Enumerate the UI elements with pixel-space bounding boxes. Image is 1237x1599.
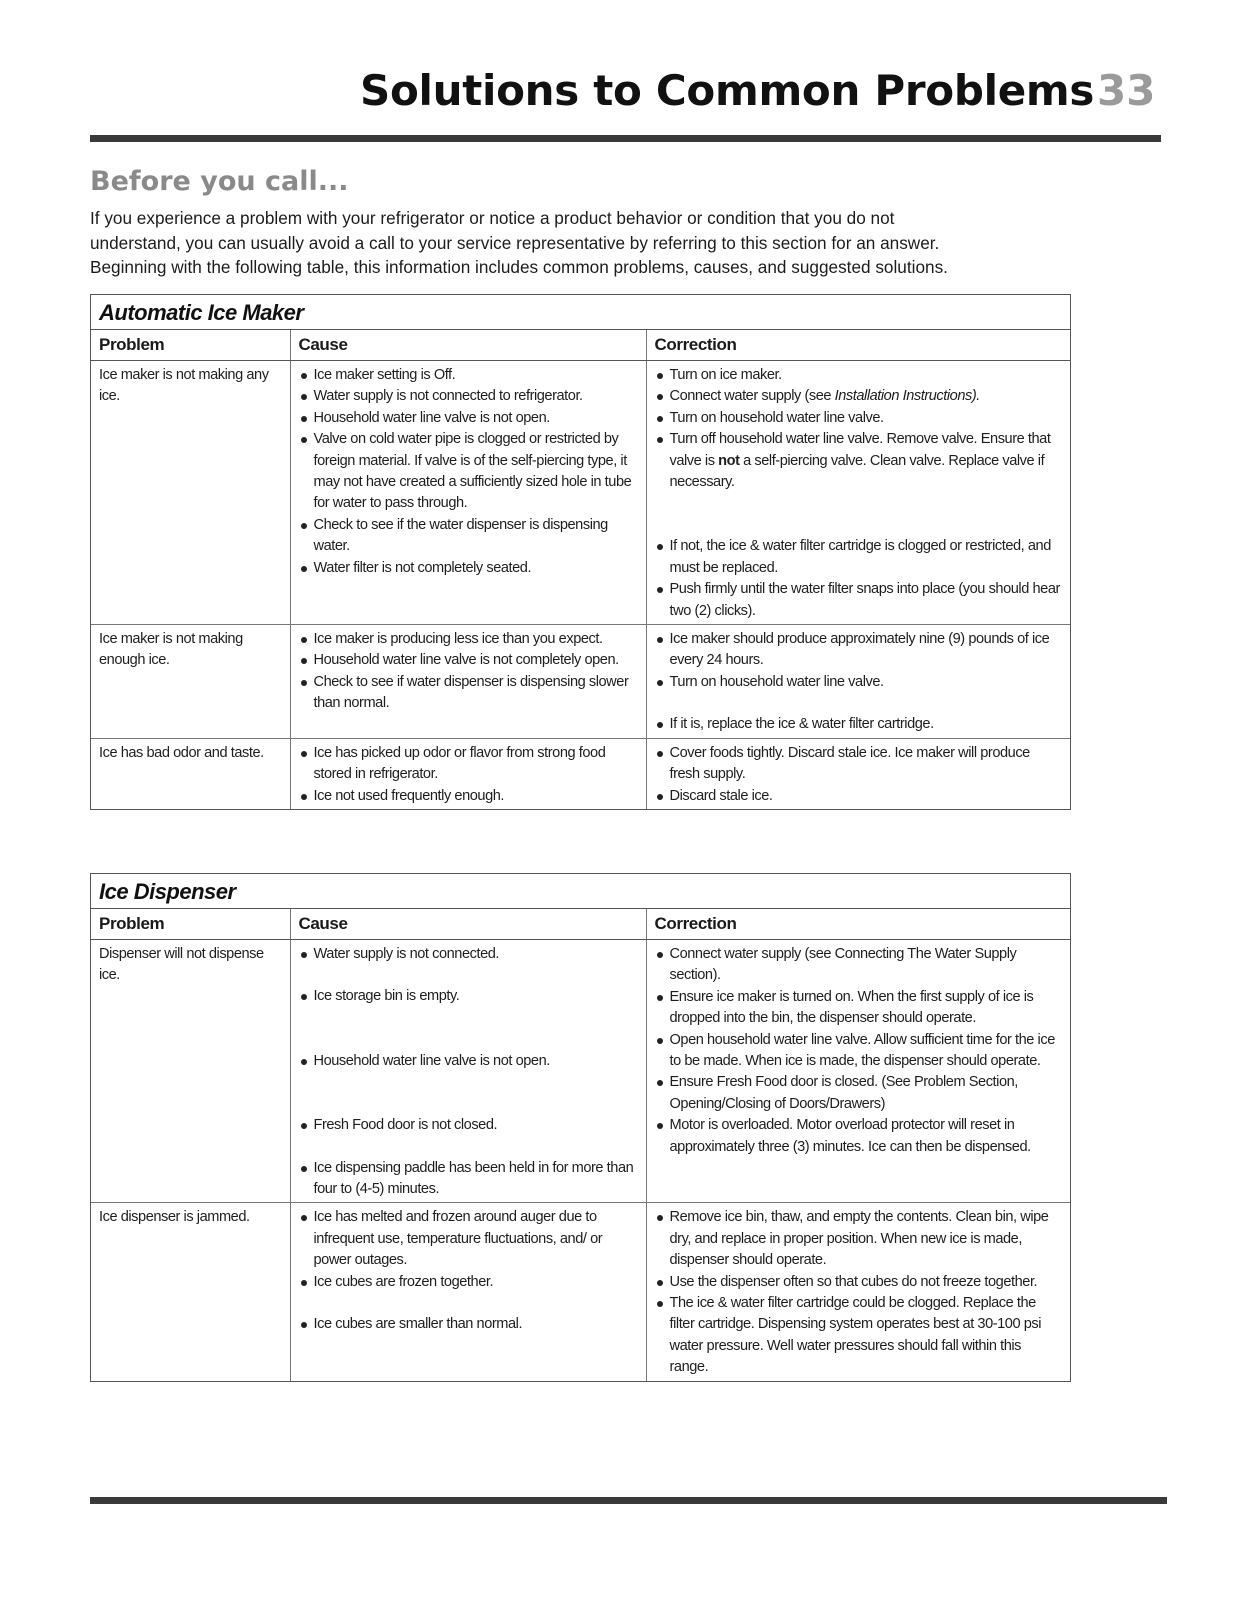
cause-item: Water supply is not connected to refrigerator. (299, 386, 638, 407)
correction-item: Use the dispenser often so that cubes do not freeze together. (655, 1272, 1063, 1293)
problem-cell: Ice dispenser is jammed. (91, 1203, 290, 1381)
correction-text: a self-piercing valve. Clean valve. Replace valve if necessary. (669, 452, 1045, 491)
section-heading: Before you call... (90, 166, 349, 197)
correction-text: Connect water supply (see (669, 388, 835, 405)
correction-item: The ice & water filter cartridge could be clogged. Replace the filter cartridge. Dispensing system operates best at 30-100 psi water pressure. Well water pressures should fall within this range. (655, 1293, 1063, 1379)
ice-dispenser-table (90, 873, 1071, 1382)
cause-item: Ice has picked up odor or flavor from strong food stored in refrigerator. (299, 743, 638, 786)
cause-item: Water filter is not completely seated. (299, 558, 638, 579)
correction-item (655, 429, 1063, 493)
correction-item: Connect water supply (see Connecting The Water Supply section). (655, 944, 1063, 987)
correction-item: If not, the ice & water filter cartridge is clogged or restricted, and must be replaced. (655, 536, 1063, 579)
table-row (91, 940, 1070, 1203)
cause-item: Valve on cold water pipe is clogged or restricted by foreign material. If valve is of the self-piercing type, it may not have created a sufficiently sized hole in tube for water to pass through. (299, 429, 638, 515)
correction-item: Ensure Fresh Food door is closed. (See Problem Section, Opening/Closing of Doors/Drawers) (655, 1072, 1063, 1115)
column-header-cause: Cause (290, 330, 646, 361)
correction-cell (646, 738, 1070, 809)
correction-cell (646, 361, 1070, 625)
column-header-correction: Correction (646, 330, 1070, 361)
cause-item: Ice not used frequently enough. (299, 786, 638, 807)
table-row (91, 625, 1070, 739)
correction-item: If it is, replace the ice & water filter cartridge. (655, 714, 1063, 735)
correction-item: Remove ice bin, thaw, and empty the contents. Clean bin, wipe dry, and replace in proper position. When new ice is made, dispenser should operate. (655, 1207, 1063, 1271)
table-row (91, 361, 1070, 625)
table-title: Ice Dispenser (91, 874, 1070, 909)
cause-cell (290, 625, 646, 739)
intro-paragraph (90, 206, 1170, 280)
cause-cell (290, 940, 646, 1203)
cause-item: Ice has melted and frozen around auger due to infrequent use, temperature fluctuations, and/ or power outages. (299, 1207, 638, 1271)
bottom-divider (90, 1497, 1167, 1504)
cause-item: Ice dispensing paddle has been held in for more than four to (4-5) minutes. (299, 1158, 638, 1201)
cause-item: Ice cubes are smaller than normal. (299, 1314, 638, 1335)
problem-cell: Dispenser will not dispense ice. (91, 940, 290, 1203)
column-header-correction: Correction (646, 909, 1070, 940)
ice-maker-table (90, 294, 1071, 810)
column-header-cause: Cause (290, 909, 646, 940)
page-number: 33 (1097, 66, 1156, 115)
cause-cell (290, 1203, 646, 1381)
intro-line: understand, you can usually avoid a call to your service representative by referring to this section for an answer. (90, 232, 940, 253)
correction-item: Discard stale ice. (655, 786, 1063, 807)
correction-item: Turn on household water line valve. (655, 672, 1063, 693)
column-header-problem: Problem (91, 330, 290, 361)
correction-item: Turn on ice maker. (655, 365, 1063, 386)
correction-item: Ice maker should produce approximately nine (9) pounds of ice every 24 hours. (655, 629, 1063, 672)
correction-text: Turn off household water line valve. Remove valve. Ensure that valve is (669, 431, 1051, 469)
correction-cell (646, 940, 1070, 1203)
problem-cell: Ice has bad odor and taste. (91, 738, 290, 809)
cause-item: Check to see if the water dispenser is dispensing water. (299, 515, 638, 558)
cause-item: Ice storage bin is empty. (299, 986, 638, 1007)
cause-cell (290, 738, 646, 809)
cause-item: Fresh Food door is not closed. (299, 1115, 638, 1136)
page-title: Solutions to Common Problems (360, 66, 1095, 115)
problem-cell: Ice maker is not making enough ice. (91, 625, 290, 739)
problem-cell: Ice maker is not making any ice. (91, 361, 290, 625)
cause-item: Household water line valve is not open. (299, 408, 638, 429)
correction-cell (646, 625, 1070, 739)
correction-item: Cover foods tightly. Discard stale ice. Ice maker will produce fresh supply. (655, 743, 1063, 786)
correction-item: Push firmly until the water filter snaps into place (you should hear two (2) clicks). (655, 579, 1063, 622)
cause-item: Household water line valve is not completely open. (299, 650, 638, 671)
intro-line: Beginning with the following table, this information includes common problems, causes, and suggested solutions. (90, 257, 948, 277)
cause-item: Ice maker setting is Off. (299, 365, 638, 386)
correction-item: Ensure ice maker is turned on. When the first supply of ice is dropped into the bin, the dispenser should operate. (655, 987, 1063, 1030)
cause-item: Household water line valve is not open. (299, 1051, 638, 1072)
correction-item: Motor is overloaded. Motor overload protector will reset in approximately three (3) minutes. Ice can then be dispensed. (655, 1115, 1063, 1158)
cause-item: Ice maker is producing less ice than you expect. (299, 629, 638, 650)
correction-item (655, 386, 1063, 407)
cause-item: Water supply is not connected. (299, 944, 638, 965)
table-row (91, 1203, 1070, 1381)
intro-line: If you experience a problem with your refrigerator or notice a product behavior or condition that you do not (90, 208, 895, 228)
correction-cell (646, 1203, 1070, 1381)
cause-cell (290, 361, 646, 625)
table-row (91, 738, 1070, 809)
table-title: Automatic Ice Maker (91, 295, 1070, 330)
correction-item: Open household water line valve. Allow sufficient time for the ice to be made. When ice is made, the dispenser should operate. (655, 1030, 1063, 1073)
column-header-problem: Problem (91, 909, 290, 940)
cause-item: Ice cubes are frozen together. (299, 1272, 638, 1293)
correction-item: Turn on household water line valve. (655, 408, 1063, 429)
emphasis-text: not (718, 452, 740, 469)
top-divider (90, 135, 1161, 142)
cause-item: Check to see if water dispenser is dispensing slower than normal. (299, 672, 638, 715)
installation-reference: Installation Instructions). (834, 388, 980, 405)
